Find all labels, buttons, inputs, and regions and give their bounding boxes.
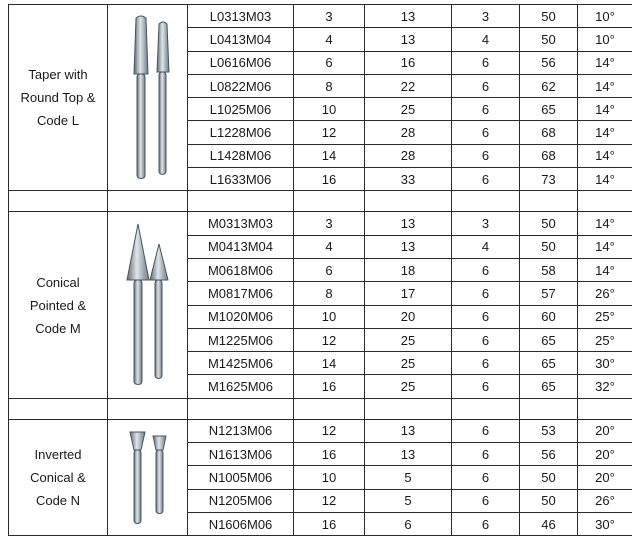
part-code-cell: L0413M04 — [188, 28, 294, 51]
overall-length-cell: 68 — [520, 121, 578, 144]
spacer-cell — [578, 398, 632, 419]
angle-cell: 10° — [578, 5, 632, 28]
table-row — [9, 419, 632, 442]
head-length-cell: 5 — [365, 466, 452, 489]
product-image-cell — [108, 212, 188, 398]
head-length-cell: 13 — [365, 419, 452, 442]
shank-diameter-cell: 6 — [452, 466, 520, 489]
shank-diameter-cell: 6 — [452, 98, 520, 121]
overall-length-cell: 73 — [520, 168, 578, 191]
group-label — [9, 5, 108, 191]
angle-cell: 32° — [578, 375, 632, 398]
angle-cell: 14° — [578, 168, 632, 191]
overall-length-cell: 60 — [520, 305, 578, 328]
angle-cell: 10° — [578, 28, 632, 51]
head-length-cell: 16 — [365, 51, 452, 74]
overall-length-cell: 46 — [520, 512, 578, 535]
angle-cell: 14° — [578, 51, 632, 74]
head-diameter-cell: 10 — [294, 305, 365, 328]
table-row — [9, 5, 632, 28]
overall-length-cell: 58 — [520, 258, 578, 281]
group-label-line: Inverted — [34, 446, 82, 462]
part-code-cell: L0313M03 — [188, 5, 294, 28]
overall-length-cell: 65 — [520, 98, 578, 121]
head-length-cell: 28 — [365, 121, 452, 144]
angle-cell: 20° — [578, 466, 632, 489]
overall-length-cell: 50 — [520, 466, 578, 489]
part-code-cell: N1613M06 — [188, 443, 294, 466]
group-label-line: Conical — [36, 274, 80, 290]
part-code-cell: M0313M03 — [188, 212, 294, 235]
angle-cell: 20° — [578, 443, 632, 466]
part-code-cell: M0413M04 — [188, 235, 294, 258]
overall-length-cell: 65 — [520, 328, 578, 351]
head-diameter-cell: 10 — [294, 98, 365, 121]
overall-length-cell: 68 — [520, 144, 578, 167]
part-code-cell: M1020M06 — [188, 305, 294, 328]
shank-diameter-cell: 6 — [452, 121, 520, 144]
head-diameter-cell: 4 — [294, 28, 365, 51]
spacer-cell — [520, 398, 578, 419]
shank-diameter-cell: 3 — [452, 5, 520, 28]
part-code-cell: M1425M06 — [188, 352, 294, 375]
part-code-cell: L1025M06 — [188, 98, 294, 121]
product-image-cell — [108, 419, 188, 535]
group-label-line: Code N — [35, 492, 81, 508]
shank-diameter-cell: 4 — [452, 235, 520, 258]
head-length-cell: 18 — [365, 258, 452, 281]
shank-diameter-cell: 6 — [452, 352, 520, 375]
overall-length-cell: 50 — [520, 235, 578, 258]
head-length-cell: 13 — [365, 235, 452, 258]
spacer-cell — [9, 398, 108, 419]
shank-diameter-cell: 6 — [452, 419, 520, 442]
angle-cell: 20° — [578, 419, 632, 442]
part-code-cell: L1633M06 — [188, 168, 294, 191]
part-code-cell: M0817M06 — [188, 282, 294, 305]
part-code-cell: L0616M06 — [188, 51, 294, 74]
spacer-cell — [520, 191, 578, 212]
angle-cell: 25° — [578, 328, 632, 351]
head-length-cell: 25 — [365, 352, 452, 375]
overall-length-cell: 56 — [520, 51, 578, 74]
angle-cell: 14° — [578, 235, 632, 258]
taper-round-top-burr-icon — [113, 12, 183, 182]
head-length-cell: 13 — [365, 5, 452, 28]
shank-diameter-cell: 6 — [452, 144, 520, 167]
shank-diameter-cell: 3 — [452, 212, 520, 235]
angle-cell: 14° — [578, 144, 632, 167]
head-diameter-cell: 3 — [294, 5, 365, 28]
head-length-cell: 25 — [365, 375, 452, 398]
head-diameter-cell: 16 — [294, 512, 365, 535]
group-label-line: Conical & — [30, 469, 86, 485]
angle-cell: 26° — [578, 489, 632, 512]
part-code-cell: N1213M06 — [188, 419, 294, 442]
part-code-cell: N1205M06 — [188, 489, 294, 512]
head-diameter-cell: 12 — [294, 489, 365, 512]
shank-diameter-cell: 6 — [452, 443, 520, 466]
product-image-cell — [108, 5, 188, 191]
group-label-line: Code L — [37, 113, 79, 129]
head-length-cell: 25 — [365, 98, 452, 121]
spacer-row — [9, 398, 632, 419]
head-length-cell: 25 — [365, 328, 452, 351]
head-length-cell: 22 — [365, 74, 452, 97]
head-diameter-cell: 6 — [294, 258, 365, 281]
head-length-cell: 13 — [365, 443, 452, 466]
spacer-cell — [452, 398, 520, 419]
head-diameter-cell: 12 — [294, 121, 365, 144]
group-label-line: Code M — [35, 320, 81, 336]
angle-cell: 30° — [578, 352, 632, 375]
head-diameter-cell: 12 — [294, 328, 365, 351]
spacer-cell — [108, 191, 188, 212]
shank-diameter-cell: 6 — [452, 51, 520, 74]
head-diameter-cell: 8 — [294, 74, 365, 97]
angle-cell: 26° — [578, 282, 632, 305]
overall-length-cell: 57 — [520, 282, 578, 305]
shank-diameter-cell: 4 — [452, 28, 520, 51]
head-diameter-cell: 16 — [294, 375, 365, 398]
spacer-row — [9, 191, 632, 212]
angle-cell: 14° — [578, 74, 632, 97]
head-diameter-cell: 12 — [294, 419, 365, 442]
spacer-cell — [9, 191, 108, 212]
part-code-cell: L1228M06 — [188, 121, 294, 144]
angle-cell: 14° — [578, 212, 632, 235]
head-length-cell: 20 — [365, 305, 452, 328]
spacer-cell — [452, 191, 520, 212]
head-diameter-cell: 14 — [294, 144, 365, 167]
part-code-cell: N1606M06 — [188, 512, 294, 535]
spacer-cell — [365, 191, 452, 212]
head-diameter-cell: 14 — [294, 352, 365, 375]
head-diameter-cell: 6 — [294, 51, 365, 74]
part-code-cell: L0822M06 — [188, 74, 294, 97]
shank-diameter-cell: 6 — [452, 375, 520, 398]
head-diameter-cell: 10 — [294, 466, 365, 489]
shank-diameter-cell: 6 — [452, 489, 520, 512]
overall-length-cell: 50 — [520, 5, 578, 28]
overall-length-cell: 53 — [520, 419, 578, 442]
overall-length-cell: 65 — [520, 375, 578, 398]
overall-length-cell: 50 — [520, 212, 578, 235]
shank-diameter-cell: 6 — [452, 74, 520, 97]
head-length-cell: 33 — [365, 168, 452, 191]
part-code-cell: M1225M06 — [188, 328, 294, 351]
part-code-cell: M0618M06 — [188, 258, 294, 281]
overall-length-cell: 65 — [520, 352, 578, 375]
head-length-cell: 13 — [365, 28, 452, 51]
head-diameter-cell: 3 — [294, 212, 365, 235]
head-diameter-cell: 16 — [294, 443, 365, 466]
group-label-line: Pointed & — [29, 297, 87, 313]
angle-cell: 14° — [578, 258, 632, 281]
spacer-cell — [365, 398, 452, 419]
shank-diameter-cell: 6 — [452, 168, 520, 191]
table-row — [9, 212, 632, 235]
spacer-cell — [294, 398, 365, 419]
head-diameter-cell: 16 — [294, 168, 365, 191]
head-length-cell: 13 — [365, 212, 452, 235]
overall-length-cell: 56 — [520, 443, 578, 466]
spacer-cell — [578, 191, 632, 212]
overall-length-cell: 62 — [520, 74, 578, 97]
group-label-line: Round Top & — [20, 90, 96, 106]
burr-spec-table — [8, 4, 632, 536]
overall-length-cell: 50 — [520, 489, 578, 512]
spacer-cell — [108, 398, 188, 419]
shank-diameter-cell: 6 — [452, 282, 520, 305]
spacer-cell — [188, 191, 294, 212]
head-length-cell: 17 — [365, 282, 452, 305]
part-code-cell: L1428M06 — [188, 144, 294, 167]
head-diameter-cell: 4 — [294, 235, 365, 258]
spacer-cell — [188, 398, 294, 419]
head-length-cell: 28 — [365, 144, 452, 167]
part-code-cell: N1005M06 — [188, 466, 294, 489]
shank-diameter-cell: 6 — [452, 305, 520, 328]
part-code-cell: M1625M06 — [188, 375, 294, 398]
angle-cell: 14° — [578, 98, 632, 121]
angle-cell: 25° — [578, 305, 632, 328]
angle-cell: 30° — [578, 512, 632, 535]
spacer-cell — [294, 191, 365, 212]
overall-length-cell: 50 — [520, 28, 578, 51]
head-length-cell: 5 — [365, 489, 452, 512]
group-label — [9, 212, 108, 398]
shank-diameter-cell: 6 — [452, 512, 520, 535]
group-label-line: Taper with — [28, 67, 88, 83]
shank-diameter-cell: 6 — [452, 258, 520, 281]
head-length-cell: 6 — [365, 512, 452, 535]
group-label — [9, 419, 108, 535]
head-diameter-cell: 8 — [294, 282, 365, 305]
shank-diameter-cell: 6 — [452, 328, 520, 351]
inverted-conical-burr-icon — [113, 426, 183, 530]
conical-pointed-burr-icon — [113, 220, 183, 390]
angle-cell: 14° — [578, 121, 632, 144]
